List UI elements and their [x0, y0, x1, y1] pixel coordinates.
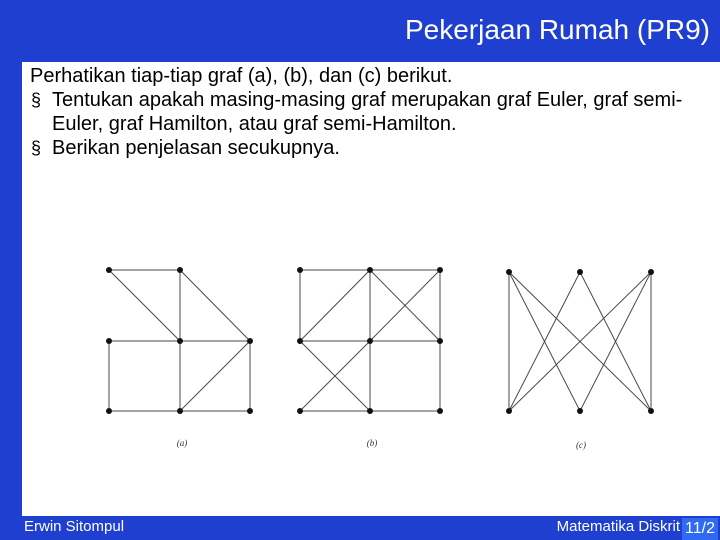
- graph-vertex: [297, 338, 303, 344]
- graph-vertex: [247, 408, 253, 414]
- graph-vertex: [177, 338, 183, 344]
- graph-vertex: [577, 408, 583, 414]
- graph-vertex: [367, 267, 373, 273]
- page-number: 11/2: [682, 518, 718, 540]
- graph-vertex: [106, 408, 112, 414]
- graph-vertex: [106, 338, 112, 344]
- bullet-text: Berikan penjelasan secukupnya.: [52, 137, 340, 159]
- graph-vertex: [437, 408, 443, 414]
- graph-vertex: [437, 338, 443, 344]
- footer-course: Matematika Diskrit: [556, 518, 680, 535]
- bullet-marker-icon: §: [31, 138, 42, 158]
- graph-c: [509, 272, 651, 411]
- graph-edge: [180, 341, 250, 411]
- graph-vertex: [177, 267, 183, 273]
- graph-vertex: [577, 269, 583, 275]
- graph-vertex: [648, 408, 654, 414]
- bullet-text: Tentukan apakah masing-masing graf merupakan graf Euler, graf semi-Euler, graf Hamilton, atau graf semi-Hamilton.: [52, 89, 683, 135]
- graph-b-label: (b): [366, 438, 378, 448]
- graph-vertex: [437, 267, 443, 273]
- graph-a-label: (a): [176, 438, 188, 448]
- graph-edge: [109, 270, 180, 341]
- footer-author: Erwin Sitompul: [24, 518, 125, 535]
- graph-vertex: [297, 408, 303, 414]
- graph-c-label: (c): [576, 440, 586, 450]
- bullet-marker-icon: §: [31, 90, 42, 110]
- graph-vertex: [177, 408, 183, 414]
- graph-vertex: [297, 267, 303, 273]
- graph-vertex: [506, 269, 512, 275]
- graph-vertex: [367, 338, 373, 344]
- graph-vertex: [106, 267, 112, 273]
- graph-vertex: [247, 338, 253, 344]
- graph-edge: [300, 270, 370, 341]
- graph-vertex: [506, 408, 512, 414]
- graph-vertex: [367, 408, 373, 414]
- intro-text: Perhatikan tiap-tiap graf (a), (b), dan (c) berikut.: [30, 65, 453, 87]
- slide-title: Pekerjaan Rumah (PR9): [404, 14, 710, 45]
- graph-edge: [180, 270, 250, 341]
- graph-vertex: [648, 269, 654, 275]
